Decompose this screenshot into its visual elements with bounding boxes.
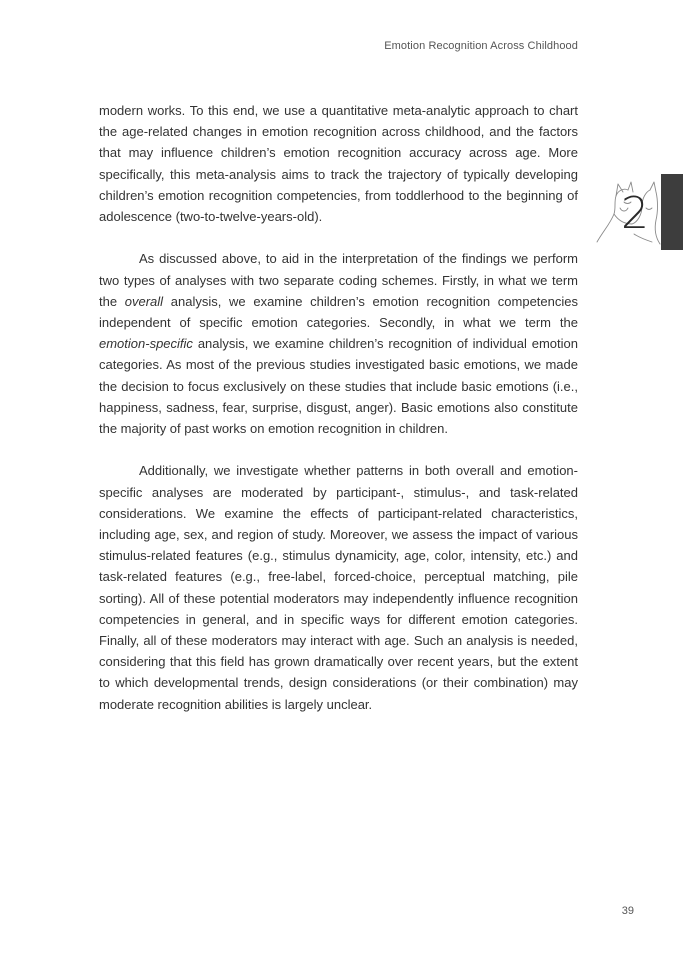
term-emotion-specific: emotion-specific xyxy=(99,336,193,352)
paragraph-2-part-e: analysis, we examine children’s recognition of individual emotion categories. As most of the previous studies investigated basic emotions, we made the decision to focus exclusively on these studies that include basic emotions (i.e., happiness, sadness, fear, surprise, disgust, anger). Basic emotions also constitute the majority of past works on emotion recognition in children. xyxy=(99,336,578,437)
page-number: 39 xyxy=(621,905,634,917)
running-header-title: Emotion Recognition Across Childhood xyxy=(384,40,578,52)
paragraph-3: Additionally, we investigate whether patterns in both overall and emotion-specific analyses are moderated by participant-, stimulus-, and task-related considerations. We examine the effects of participant-related characteristics, including age, sex, and region of study. Moreover, we assess the impact of various stimulus-related features (e.g., stimulus dynamicity, age, color, intensity, etc.) and task-related features (e.g., free-label, forced-choice, perceptual matching, pile sorting). All of these potential moderators may independently influence recognition competencies in general, and in specific ways for different emotion categories. Finally, all of these moderators may interact with age. Such an analysis is needed, considering that this field has grown dramatically over recent years, but the extent to which developmental trends, design considerations (or their combination) may moderate recognition abilities is largely unclear. xyxy=(99,463,578,712)
paragraph-2 xyxy=(99,248,578,439)
paragraph-2-part-a: As discussed above, to aid in the interpretation of the findings we perform two types of analyses with two separate coding schemes. Firstly, in what we term the xyxy=(99,251,578,309)
body-text xyxy=(99,100,578,736)
term-overall: overall xyxy=(124,293,164,309)
paragraph-2-part-c: analysis, we examine children’s emotion recognition competencies independent of specific emotion categories. Secondly, in what we term the xyxy=(99,293,578,331)
paragraph-1: modern works. To this end, we use a quantitative meta-analytic approach to chart the age-related changes in emotion recognition across childhood, and the factors that may influence children’s emotion recognition accuracy across age. More specifically, this meta-analysis aims to track the trajectory of typically developing children’s emotion recognition competencies, from toddlerhood to the beginning of adolescence (two-to-twelve-years-old). xyxy=(99,103,578,225)
chapter-number: 2 xyxy=(621,188,649,239)
chapter-thumb-tab xyxy=(661,174,683,250)
